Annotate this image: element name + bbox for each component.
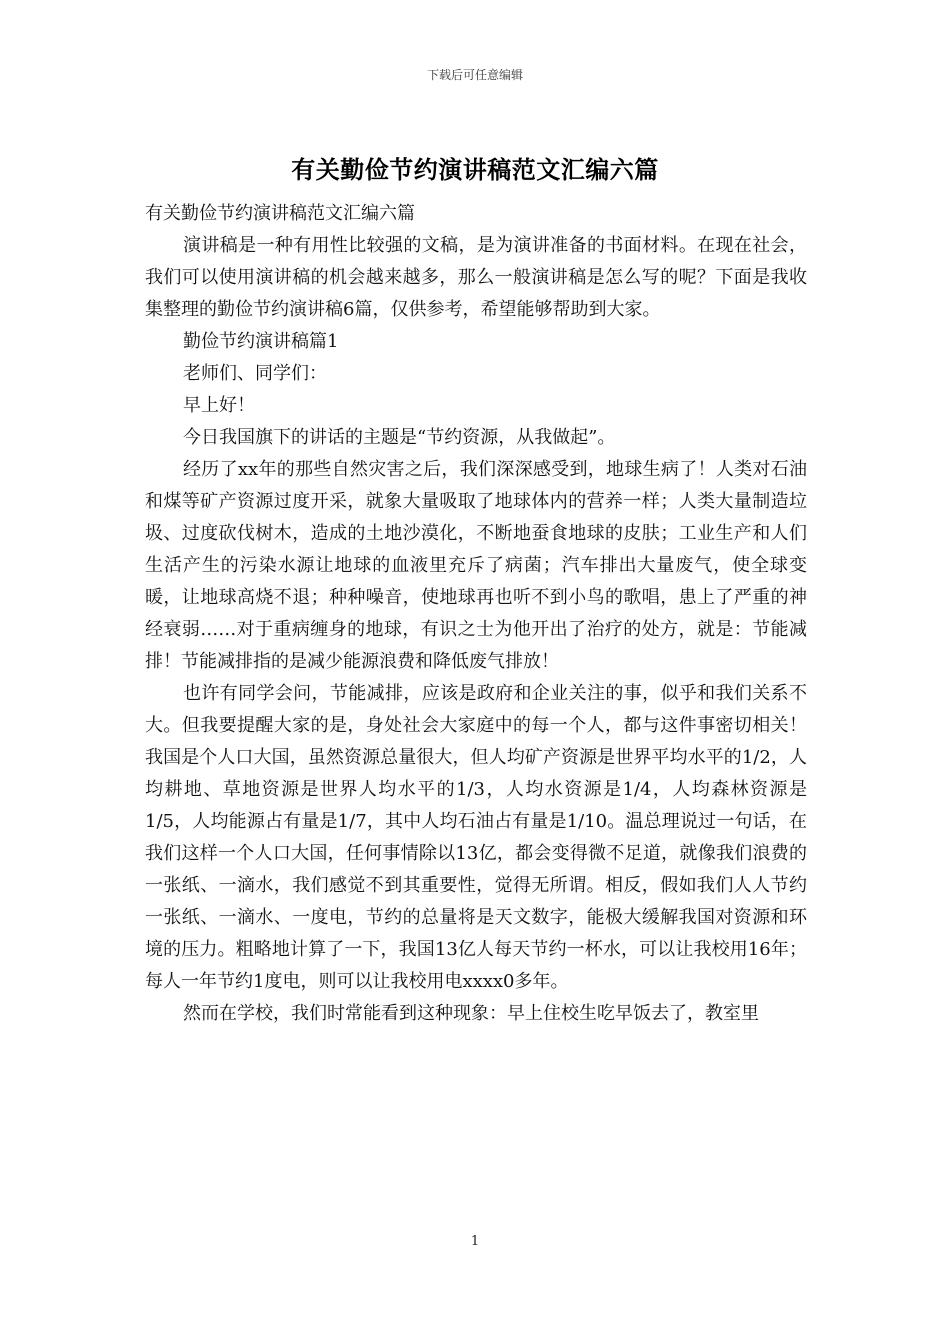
section-heading: 勤俭节约演讲稿篇1 <box>183 331 339 352</box>
document-body <box>145 198 807 1030</box>
body-paragraph: 也许有同学会问，节能减排，应该是政府和企业关注的事，似乎和我们关系不大。但我要提醒大家的是，身处社会大家庭中的每一个人，都与这件事密切相关！我国是个人口大国，虽然资源总量很大，但人均矿产资源是世界平均水平的1/2，人均耕地、草地资源是世界人均水平的1/3，人均水资源是1/4，人均森林资源是1/5，人均能源占有量是1/7，其中人均石油占有量是1/10。温总理说过一句话，在我们这样一个人口大国，任何事情除以13亿，都会变得微不足道，就像我们浪费的一张纸、一滴水，我们感觉不到其重要性，觉得无所谓。相反，假如我们人人节约一张纸、一滴水、一度电，节约的总量将是天文数字，能极大缓解我国对资源和环境的压力。粗略地计算了一下，我国13亿人每天节约一杯水，可以让我校用16年；每人一年节约1度电，则可以让我校用电xxxx0多年。 <box>145 683 807 992</box>
body-paragraph: 经历了xx年的那些自然灾害之后，我们深深感受到，地球生病了！人类对石油和煤等矿产资源过度开采，就象大量吸取了地球体内的营养一样；人类大量制造垃圾、过度砍伐树木，造成的土地沙漠化，不断地蚕食地球的皮肤；工业生产和人们生活产生的污染水源让地球的血液里充斥了病菌；汽车排出大量废气，使全球变暖，让地球高烧不退；种种噪音，使地球再也听不到小鸟的歌唱，患上了严重的神经衰弱……对于重病缠身的地球，有识之士为他开出了治疗的处方，就是：节能减排！节能减排指的是减少能源浪费和降低废气排放！ <box>145 459 807 672</box>
intro-paragraph: 演讲稿是一种有用性比较强的文稿，是为演讲准备的书面材料。在现在社会，我们可以使用演讲稿的机会越来越多，那么一般演讲稿是怎么写的呢？下面是我收集整理的勤俭节约演讲稿6篇，仅供参考，希望能够帮助到大家。 <box>145 235 807 320</box>
body-paragraph: 然而在学校，我们时常能看到这种现象：早上住校生吃早饭去了，教室里 <box>183 1003 759 1024</box>
page-number: 1 <box>470 1234 480 1249</box>
salutation-paragraph: 老师们、同学们： <box>183 363 327 384</box>
subtitle-paragraph: 有关勤俭节约演讲稿范文汇编六篇 <box>145 203 415 224</box>
document-title: 有关勤俭节约演讲稿范文汇编六篇 <box>291 155 659 184</box>
greeting-paragraph: 早上好！ <box>183 395 255 416</box>
topic-paragraph: 今日我国旗下的讲话的主题是“节约资源，从我做起”。 <box>183 427 616 448</box>
header-note: 下载后可任意编辑 <box>426 68 523 82</box>
